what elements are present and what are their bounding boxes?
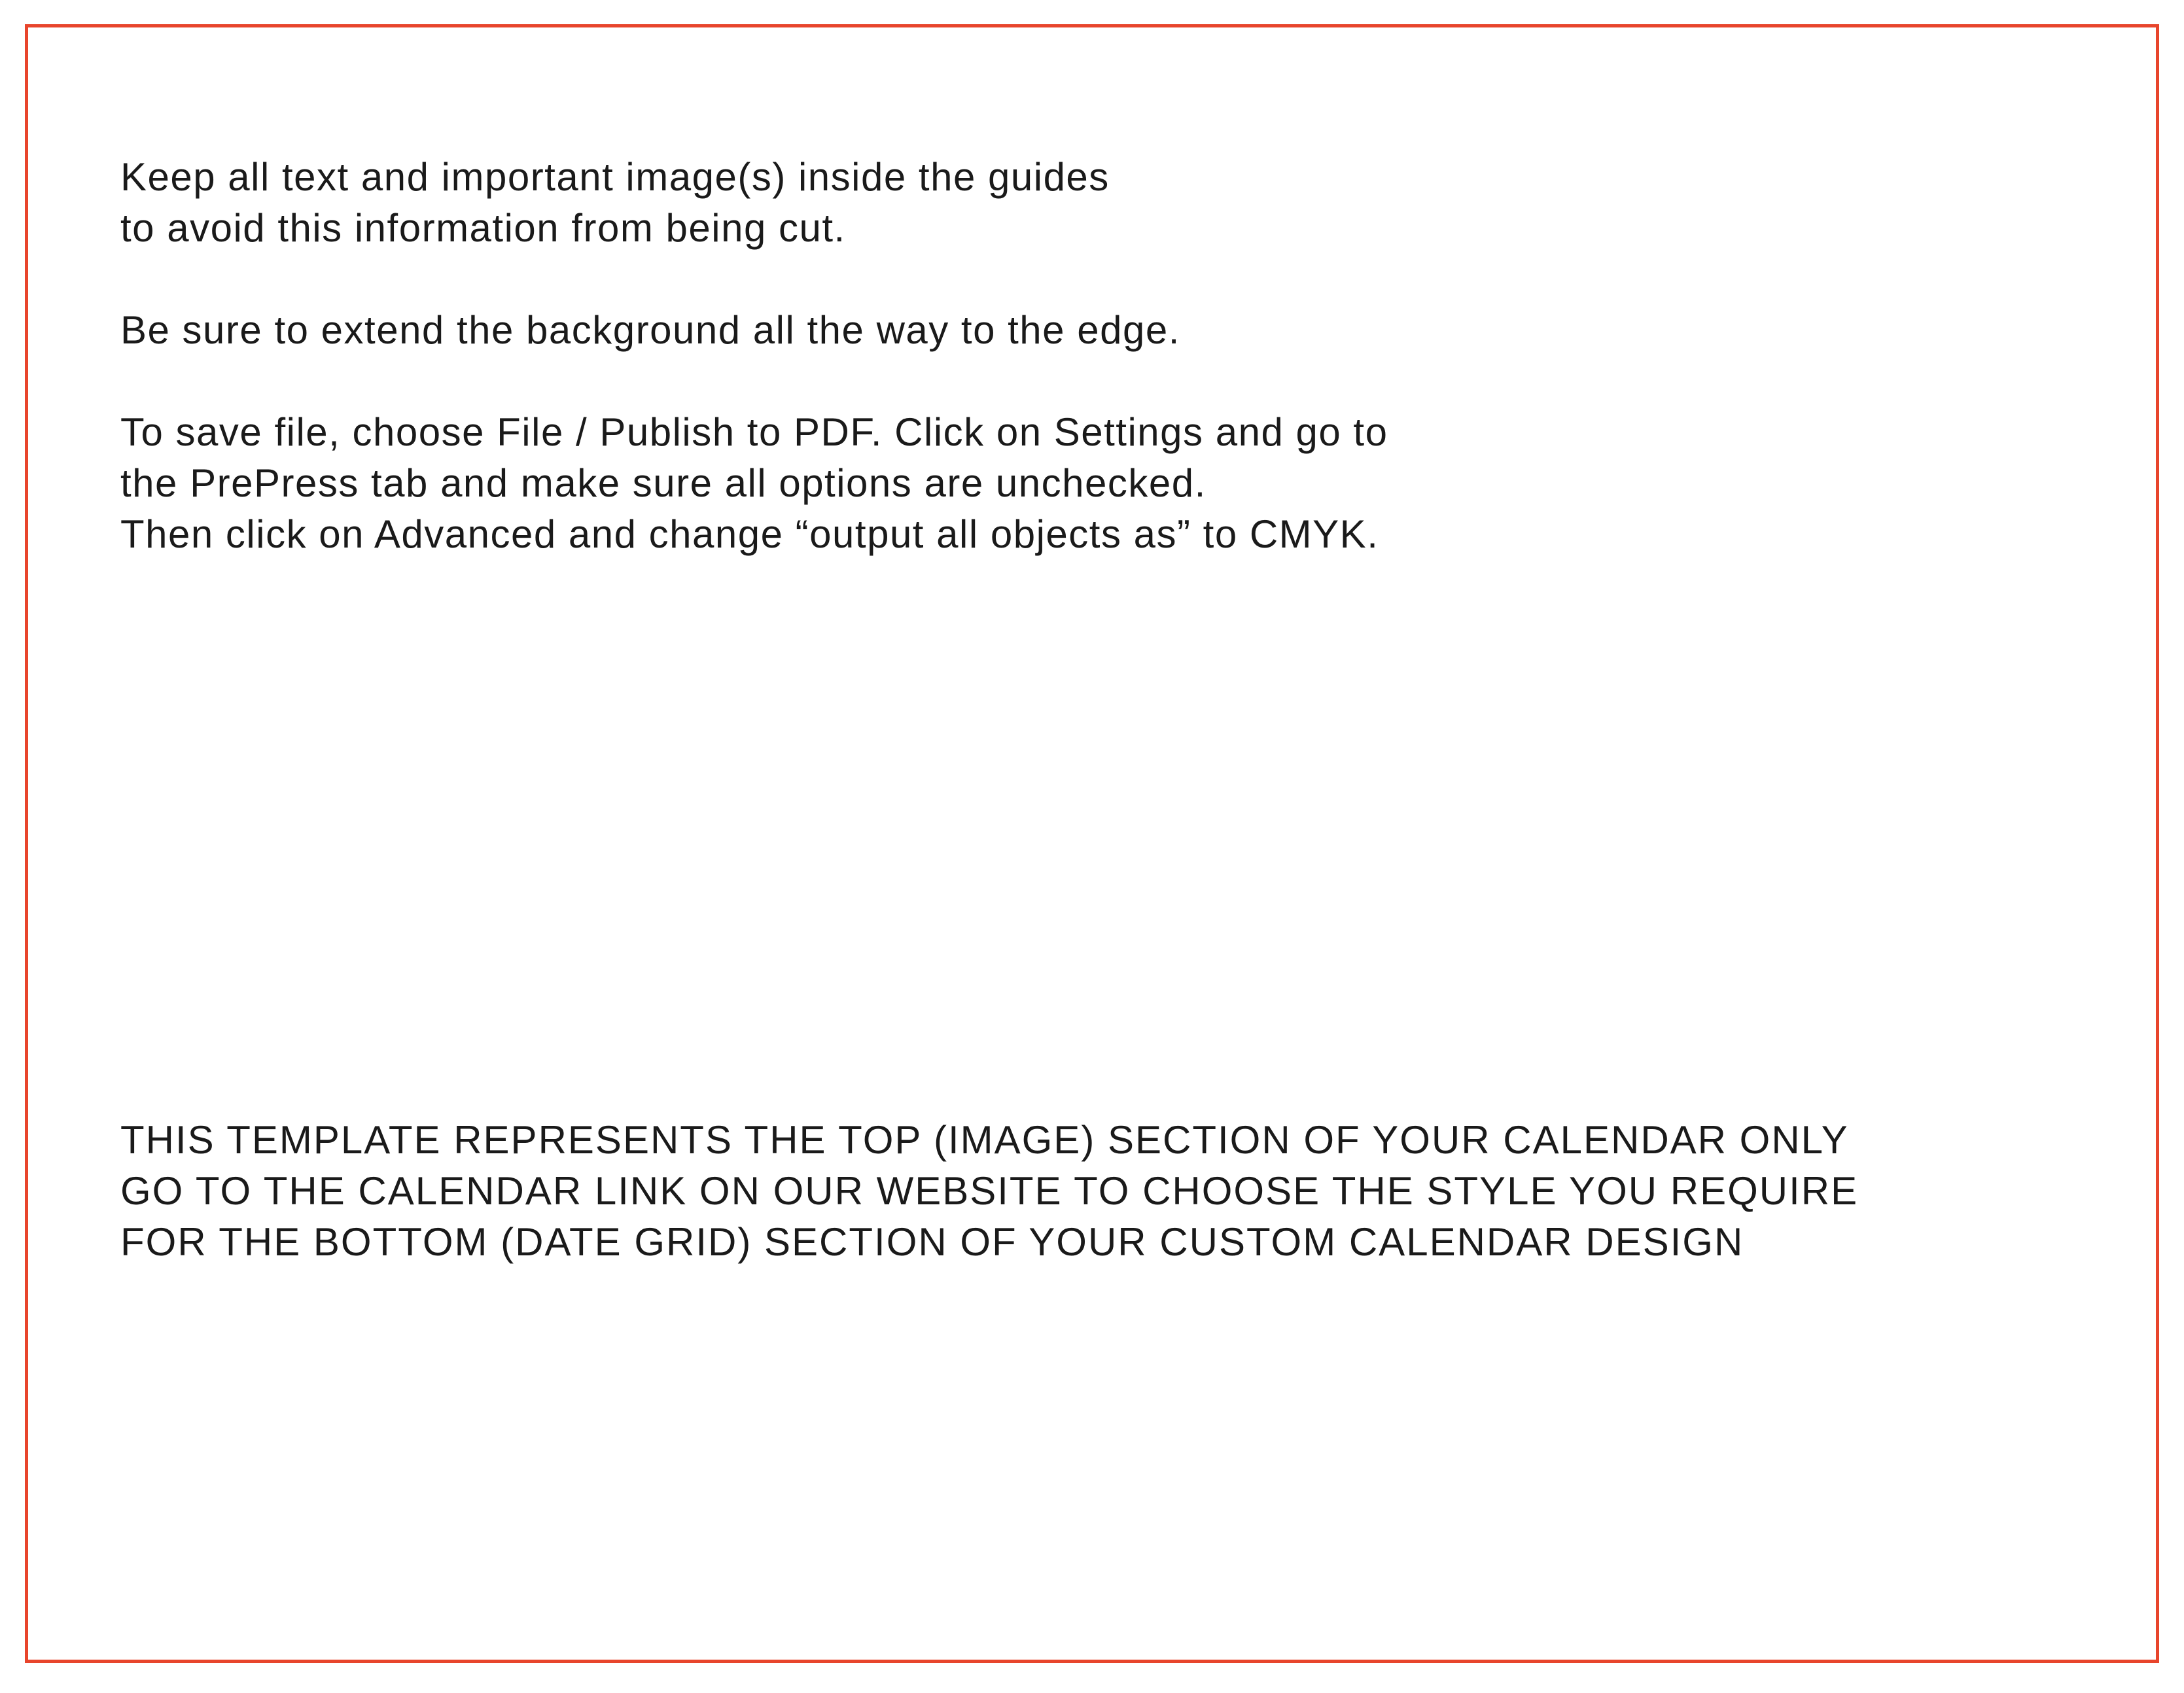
extend-background-line: Be sure to extend the background all the way to the edge.: [120, 308, 1180, 352]
notice-line-2: GO TO THE CALENDAR LINK ON OUR WEBSITE TO CHOOSE THE STYLE YOU REQUIRE: [120, 1169, 1859, 1213]
paragraph-spacer: [120, 254, 1822, 305]
save-instructions-line-2: the PrePress tab and make sure all options are unchecked.: [120, 461, 1206, 505]
keep-inside-line-1: Keep all text and important image(s) inside the guides: [120, 155, 1110, 199]
paragraph-spacer: [120, 356, 1822, 407]
notice-line-1: THIS TEMPLATE REPRESENTS THE TOP (IMAGE) SECTION OF YOUR CALENDAR ONLY: [120, 1118, 1849, 1162]
template-notice-block: [120, 1115, 2116, 1268]
save-instructions-line-1: To save file, choose File / Publish to PDF. Click on Settings and go to: [120, 410, 1388, 454]
save-instructions-line-3: Then click on Advanced and change “output all objects as” to CMYK.: [120, 512, 1379, 556]
instructions-block: [120, 152, 1822, 560]
notice-line-3: FOR THE BOTTOM (DATE GRID) SECTION OF YOUR CUSTOM CALENDAR DESIGN: [120, 1220, 1744, 1264]
keep-inside-line-2: to avoid this information from being cut.: [120, 206, 846, 250]
